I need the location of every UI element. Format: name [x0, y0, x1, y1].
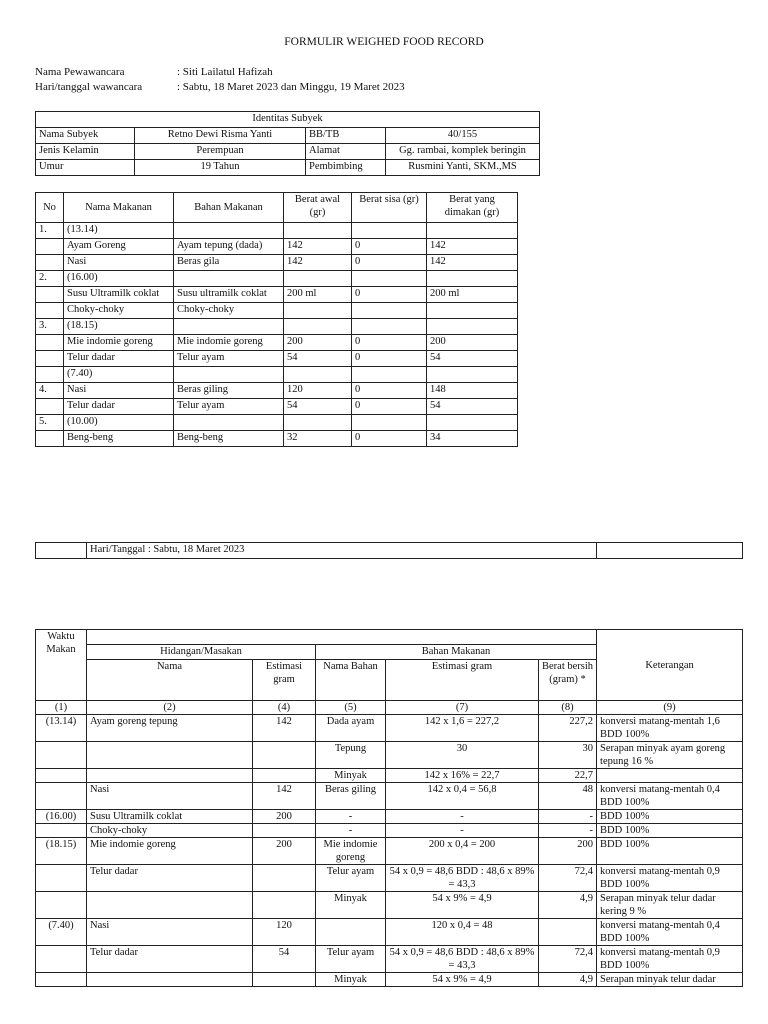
analysis-row	[36, 769, 743, 783]
identity-cell: Perempuan	[135, 144, 306, 160]
analysis-cell	[36, 892, 87, 919]
interviewer-value: : Siti Lailatul Hafizah	[177, 66, 273, 78]
food-record-cell: 0	[352, 351, 427, 367]
food-record-cell: 2.	[36, 271, 64, 287]
identity-cell: Rusmini Yanti, SKM.,MS	[386, 160, 540, 176]
food-record-cell: 200 ml	[284, 287, 352, 303]
header-waktu-makan: Waktu Makan	[36, 630, 87, 701]
analysis-cell	[253, 769, 316, 783]
food-record-cell: 4.	[36, 383, 64, 399]
food-record-cell: Beng-beng	[64, 431, 174, 447]
food-record-cell: 54	[427, 351, 518, 367]
food-record-cell: Telur ayam	[174, 351, 284, 367]
food-record-row	[36, 415, 518, 431]
analysis-cell	[87, 973, 253, 987]
food-record-cell	[427, 319, 518, 335]
identity-cell: Pembimbing	[306, 160, 386, 176]
food-record-row	[36, 335, 518, 351]
food-record-row	[36, 239, 518, 255]
analysis-cell: -	[386, 810, 539, 824]
analysis-cell	[253, 865, 316, 892]
day-bar-date: Hari/Tanggal : Sabtu, 18 Maret 2023	[87, 543, 597, 559]
food-record-cell	[36, 335, 64, 351]
food-record-cell: 0	[352, 255, 427, 271]
food-record-cell: 0	[352, 335, 427, 351]
analysis-cell: Telur ayam	[316, 946, 386, 973]
identity-cell: Jenis Kelamin	[36, 144, 135, 160]
analysis-cell	[316, 919, 386, 946]
analysis-cell: -	[539, 824, 597, 838]
analysis-cell: 120	[253, 919, 316, 946]
analysis-cell: Nasi	[87, 919, 253, 946]
food-record-cell: 0	[352, 239, 427, 255]
food-record-cell: 54	[284, 351, 352, 367]
analysis-cell: -	[316, 810, 386, 824]
analysis-cell: Mie indomie goreng	[316, 838, 386, 865]
food-record-cell	[352, 271, 427, 287]
food-record-cell	[36, 239, 64, 255]
food-record-cell	[36, 351, 64, 367]
header-berat-bersih: Berat bersih (gram) *	[539, 660, 597, 701]
header-bahan-makanan: Bahan Makanan	[174, 193, 284, 223]
food-record-cell: 34	[427, 431, 518, 447]
analysis-row	[36, 838, 743, 865]
analysis-cell: 72,4	[539, 865, 597, 892]
analysis-row	[36, 824, 743, 838]
food-record-cell: (7.40)	[64, 367, 174, 383]
food-record-cell: 148	[427, 383, 518, 399]
identity-cell: Alamat	[306, 144, 386, 160]
analysis-cell: konversi matang-mentah 0,9 BDD 100%	[597, 865, 743, 892]
food-analysis-table	[35, 629, 743, 987]
analysis-row	[36, 892, 743, 919]
analysis-row	[36, 783, 743, 810]
food-record-cell: (13.14)	[64, 223, 174, 239]
food-record-row	[36, 303, 518, 319]
analysis-cell: 54 x 9% = 4,9	[386, 973, 539, 987]
food-record-row	[36, 431, 518, 447]
food-record-header	[36, 193, 518, 223]
food-record-cell: 200	[284, 335, 352, 351]
analysis-cell: 48	[539, 783, 597, 810]
column-number: (1)	[36, 701, 87, 715]
food-record-cell: 142	[284, 239, 352, 255]
food-record-cell: 3.	[36, 319, 64, 335]
analysis-cell: konversi matang-mentah 1,6 BDD 100%	[597, 715, 743, 742]
analysis-cell	[539, 919, 597, 946]
analysis-cell: Serapan minyak ayam goreng tepung 16 %	[597, 742, 743, 769]
analysis-cell: 22,7	[539, 769, 597, 783]
food-record-cell: 5.	[36, 415, 64, 431]
food-record-cell	[36, 255, 64, 271]
analysis-cell: 142	[253, 783, 316, 810]
food-record-row	[36, 223, 518, 239]
food-record-cell	[174, 223, 284, 239]
analysis-cell: konversi matang-mentah 0,9 BDD 100%	[597, 946, 743, 973]
analysis-row	[36, 946, 743, 973]
day-bar-spacer	[36, 543, 87, 559]
food-record-cell	[36, 287, 64, 303]
identity-cell: Nama Subyek	[36, 128, 135, 144]
analysis-cell	[253, 973, 316, 987]
analysis-cell: Minyak	[316, 973, 386, 987]
food-record-cell	[36, 431, 64, 447]
interviewer-label: Nama Pewawancara	[35, 66, 125, 78]
analysis-cell: Choky-choky	[87, 824, 253, 838]
analysis-cell	[253, 824, 316, 838]
identity-cell: BB/TB	[306, 128, 386, 144]
analysis-cell: 200 x 0,4 = 200	[386, 838, 539, 865]
identity-cell: 40/155	[386, 128, 540, 144]
analysis-cell: 142	[253, 715, 316, 742]
analysis-cell: 4,9	[539, 973, 597, 987]
analysis-cell: 30	[386, 742, 539, 769]
food-record-cell: Mie indomie goreng	[174, 335, 284, 351]
interview-date-value: : Sabtu, 18 Maret 2023 dan Minggu, 19 Maret 2023	[177, 81, 405, 93]
analysis-row	[36, 715, 743, 742]
food-record-cell: Beng-beng	[174, 431, 284, 447]
header-berat-sisa: Berat sisa (gr)	[352, 193, 427, 223]
analysis-row	[36, 919, 743, 946]
day-bar-empty	[597, 543, 743, 559]
analysis-cell: Beras giling	[316, 783, 386, 810]
food-record-cell: Susu Ultramilk coklat	[64, 287, 174, 303]
food-record-cell	[427, 271, 518, 287]
food-record-cell	[427, 415, 518, 431]
analysis-cell: -	[539, 810, 597, 824]
column-number: (2)	[87, 701, 253, 715]
food-record-cell: 0	[352, 287, 427, 303]
column-number: (4)	[253, 701, 316, 715]
analysis-cell	[36, 742, 87, 769]
header-nama: Nama	[87, 660, 253, 701]
analysis-cell: Telur ayam	[316, 865, 386, 892]
food-record-cell: 32	[284, 431, 352, 447]
identity-cell: Retno Dewi Risma Yanti	[135, 128, 306, 144]
day-bar-table	[35, 542, 743, 559]
document-title: FORMULIR WEIGHED FOOD RECORD	[284, 36, 484, 48]
analysis-cell: konversi matang-mentah 0,4 BDD 100%	[597, 919, 743, 946]
analysis-row	[36, 973, 743, 987]
food-record-cell: Nasi	[64, 383, 174, 399]
food-record-cell: Beras giling	[174, 383, 284, 399]
food-record-cell: 0	[352, 431, 427, 447]
food-record-cell	[174, 367, 284, 383]
analysis-cell: 54 x 0,9 = 48,6 BDD : 48,6 x 89% = 43,3	[386, 865, 539, 892]
analysis-cell	[36, 783, 87, 810]
food-record-cell: 54	[427, 399, 518, 415]
food-record-cell	[427, 367, 518, 383]
analysis-cell	[253, 892, 316, 919]
subject-identity-table	[35, 111, 540, 176]
food-record-cell: 0	[352, 383, 427, 399]
food-record-cell: 200	[427, 335, 518, 351]
header-bahan-makanan-group: Bahan Makanan	[316, 645, 597, 660]
food-record-cell: 1.	[36, 223, 64, 239]
analysis-cell: Mie indomie goreng	[87, 838, 253, 865]
analysis-cell: Serapan minyak telur dadar kering 9 %	[597, 892, 743, 919]
analysis-cell: -	[386, 824, 539, 838]
analysis-cell: 200	[253, 810, 316, 824]
analysis-cell: 200	[253, 838, 316, 865]
analysis-cell: 54	[253, 946, 316, 973]
analysis-cell: Telur dadar	[87, 865, 253, 892]
analysis-row	[36, 742, 743, 769]
column-number: (9)	[597, 701, 743, 715]
food-record-cell	[352, 367, 427, 383]
food-record-row	[36, 271, 518, 287]
food-record-cell	[352, 415, 427, 431]
food-record-row	[36, 383, 518, 399]
food-record-cell: Choky-choky	[64, 303, 174, 319]
food-record-cell	[284, 303, 352, 319]
analysis-cell: Tepung	[316, 742, 386, 769]
analysis-cell: 142 x 16% = 22,7	[386, 769, 539, 783]
column-number: (7)	[386, 701, 539, 715]
food-record-row	[36, 255, 518, 271]
food-record-cell: Choky-choky	[174, 303, 284, 319]
food-record-cell	[427, 303, 518, 319]
identity-row	[36, 128, 540, 144]
analysis-cell: 200	[539, 838, 597, 865]
analysis-cell: 142 x 0,4 = 56,8	[386, 783, 539, 810]
analysis-cell: 72,4	[539, 946, 597, 973]
header-berat-dimakan: Berat yang dimakan (gr)	[427, 193, 518, 223]
food-record-row	[36, 367, 518, 383]
identity-cell: Umur	[36, 160, 135, 176]
identity-cell: Gg. rambai, komplek beringin	[386, 144, 540, 160]
analysis-cell	[36, 946, 87, 973]
analysis-cell: Minyak	[316, 769, 386, 783]
analysis-cell	[36, 824, 87, 838]
analysis-cell: -	[316, 824, 386, 838]
food-record-cell	[174, 271, 284, 287]
food-record-cell: 142	[427, 255, 518, 271]
food-record-cell: Beras gila	[174, 255, 284, 271]
food-record-cell	[352, 303, 427, 319]
header-estimasi-gram: Estimasi gram	[253, 660, 316, 701]
food-record-cell: 120	[284, 383, 352, 399]
interview-date-row	[35, 80, 405, 95]
analysis-cell	[36, 865, 87, 892]
food-record-cell	[284, 319, 352, 335]
header-no: No	[36, 193, 64, 223]
analysis-cell	[253, 742, 316, 769]
analysis-cell: Ayam goreng tepung	[87, 715, 253, 742]
analysis-cell: Susu Ultramilk coklat	[87, 810, 253, 824]
food-record-cell: Ayam Goreng	[64, 239, 174, 255]
interviewer-row	[35, 65, 273, 80]
analysis-row	[36, 865, 743, 892]
analysis-cell	[87, 769, 253, 783]
analysis-cell: BDD 100%	[597, 838, 743, 865]
analysis-cell: 30	[539, 742, 597, 769]
analysis-cell: 54 x 9% = 4,9	[386, 892, 539, 919]
analysis-cell: 142 x 1,6 = 227,2	[386, 715, 539, 742]
analysis-cell	[36, 769, 87, 783]
analysis-cell: BDD 100%	[597, 824, 743, 838]
food-record-cell	[174, 415, 284, 431]
header-nama-makanan: Nama Makanan	[64, 193, 174, 223]
food-record-cell	[284, 367, 352, 383]
food-record-cell: (18.15)	[64, 319, 174, 335]
food-record-cell: (10.00)	[64, 415, 174, 431]
analysis-cell	[87, 742, 253, 769]
food-record-row	[36, 351, 518, 367]
identity-cell: 19 Tahun	[135, 160, 306, 176]
food-record-row	[36, 287, 518, 303]
food-record-cell: Telur dadar	[64, 351, 174, 367]
food-record-cell	[284, 223, 352, 239]
food-record-cell	[427, 223, 518, 239]
analysis-cell: (13.14)	[36, 715, 87, 742]
identity-heading: Identitas Subyek	[36, 112, 540, 128]
analysis-cell	[87, 892, 253, 919]
header-estimasi-gram-bahan: Estimasi gram	[386, 660, 539, 701]
food-record-cell: 0	[352, 399, 427, 415]
header-nama-bahan: Nama Bahan	[316, 660, 386, 701]
food-record-cell: 142	[284, 255, 352, 271]
analysis-cell	[597, 769, 743, 783]
food-record-cell: 142	[427, 239, 518, 255]
food-record-cell: Telur ayam	[174, 399, 284, 415]
food-record-row	[36, 399, 518, 415]
identity-row	[36, 144, 540, 160]
analysis-cell	[36, 973, 87, 987]
food-record-cell	[36, 367, 64, 383]
column-number: (8)	[539, 701, 597, 715]
identity-row	[36, 160, 540, 176]
analysis-row	[36, 810, 743, 824]
analysis-cell: Minyak	[316, 892, 386, 919]
food-record-cell	[352, 319, 427, 335]
food-record-cell: Ayam tepung (dada)	[174, 239, 284, 255]
header-hidangan: Hidangan/Masakan	[87, 645, 316, 660]
food-record-cell: (16.00)	[64, 271, 174, 287]
food-record-cell	[352, 223, 427, 239]
food-record-cell	[36, 303, 64, 319]
analysis-cell: Telur dadar	[87, 946, 253, 973]
food-record-table	[35, 192, 518, 447]
column-number-row	[36, 701, 743, 715]
header-top-blank	[87, 630, 597, 645]
food-record-cell: Mie indomie goreng	[64, 335, 174, 351]
column-number: (5)	[316, 701, 386, 715]
analysis-cell: (16.00)	[36, 810, 87, 824]
food-record-cell	[174, 319, 284, 335]
analysis-cell: Serapan minyak telur dadar	[597, 973, 743, 987]
analysis-cell: BDD 100%	[597, 810, 743, 824]
analysis-cell: Nasi	[87, 783, 253, 810]
food-record-cell	[36, 399, 64, 415]
interview-date-label: Hari/tanggal wawancara	[35, 81, 143, 93]
food-record-cell	[284, 271, 352, 287]
analysis-cell: Dada ayam	[316, 715, 386, 742]
analysis-cell: konversi matang-mentah 0,4 BDD 100%	[597, 783, 743, 810]
header-keterangan: Keterangan	[597, 630, 743, 701]
food-record-row	[36, 319, 518, 335]
food-record-cell: Nasi	[64, 255, 174, 271]
analysis-cell: 54 x 0,9 = 48,6 BDD : 48,6 x 89% = 43,3	[386, 946, 539, 973]
food-record-cell: 54	[284, 399, 352, 415]
food-record-cell: Susu ultramilk coklat	[174, 287, 284, 303]
food-record-cell: Telur dadar	[64, 399, 174, 415]
header-berat-awal: Berat awal (gr)	[284, 193, 352, 223]
food-record-cell	[284, 415, 352, 431]
analysis-cell: 227,2	[539, 715, 597, 742]
analysis-cell: 4,9	[539, 892, 597, 919]
analysis-cell: 120 x 0,4 = 48	[386, 919, 539, 946]
analysis-cell: (7.40)	[36, 919, 87, 946]
food-record-cell: 200 ml	[427, 287, 518, 303]
analysis-cell: (18.15)	[36, 838, 87, 865]
